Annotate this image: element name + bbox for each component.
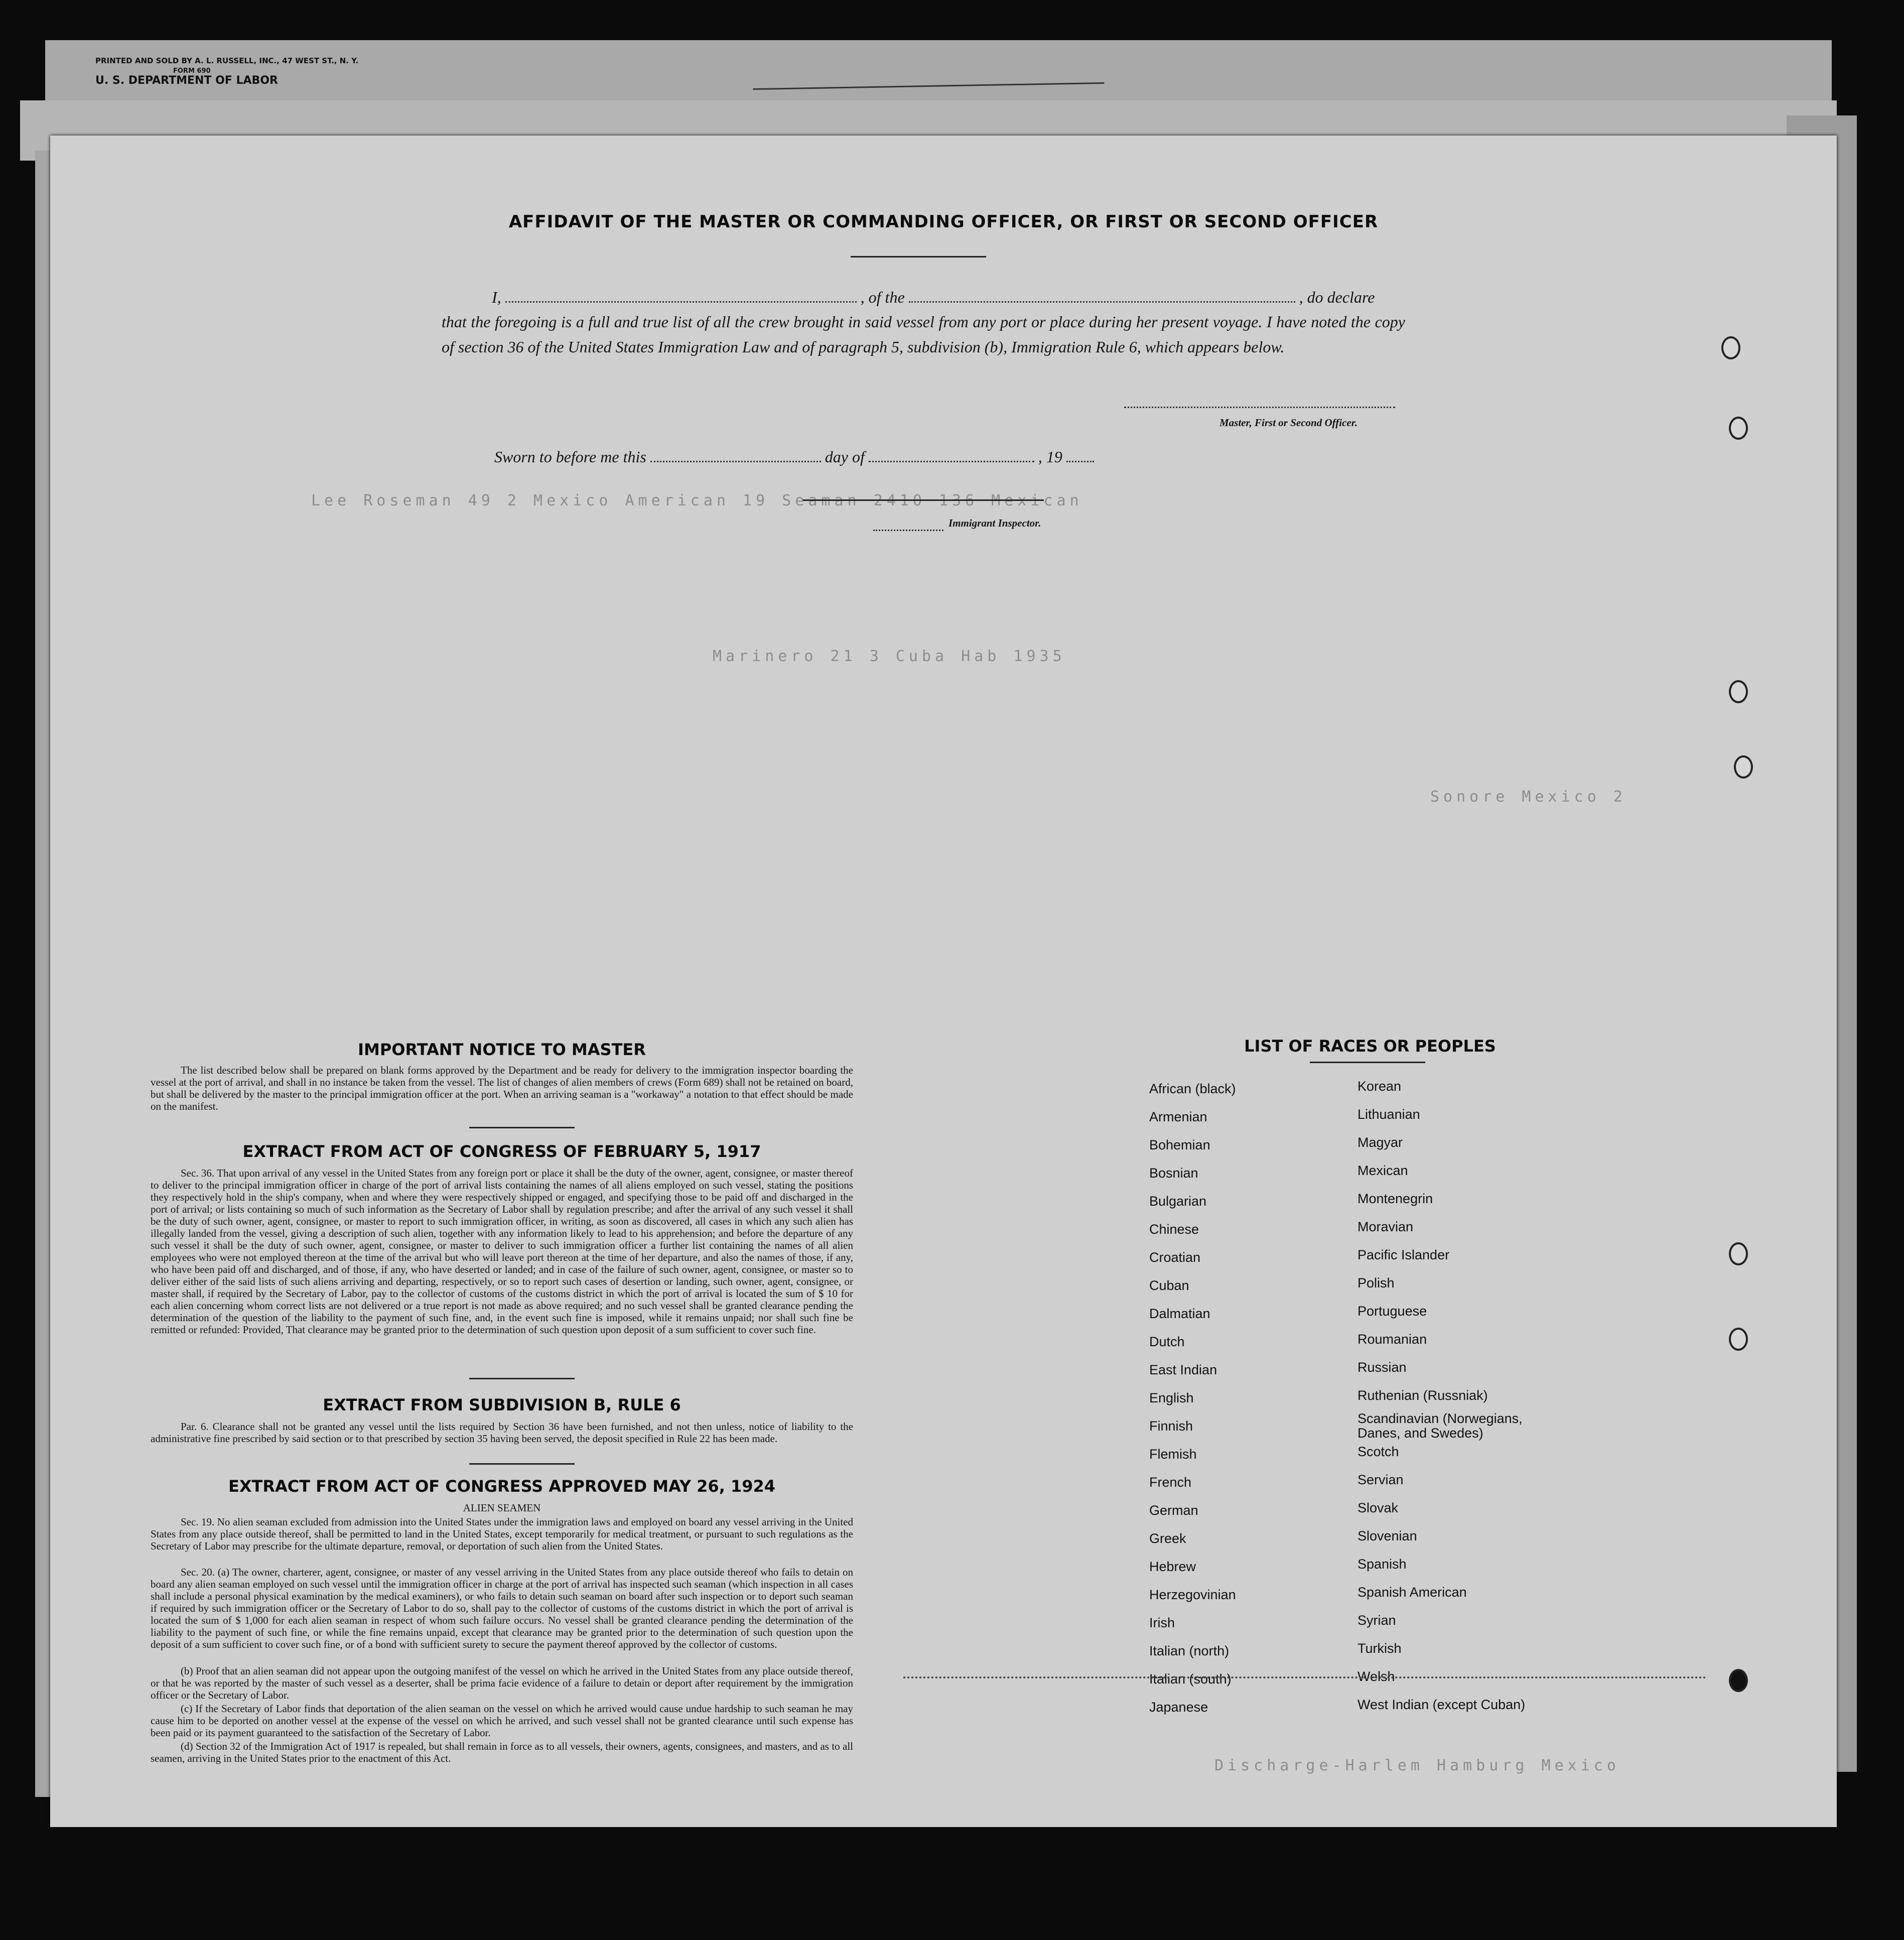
race-right-item: Polish — [1357, 1275, 1395, 1290]
race-left-item: Italian (north) — [1149, 1643, 1230, 1658]
day-field[interactable] — [650, 447, 821, 462]
race-left-item: English — [1149, 1390, 1194, 1405]
race-right-item: Ruthenian (Russniak) — [1357, 1388, 1488, 1403]
inspector-signature-line — [803, 499, 1044, 501]
punch-hole-icon — [1729, 1669, 1748, 1692]
dotted-divider — [903, 1676, 1706, 1678]
extract-1924-sec20b: (b) Proof that an alien seaman did not appear upon the outgoing manifest of the vessel on which he arrived in the United States from any place outside thereof, or that he was reported by the master of such vessel as a deserter, shall be prima facie evidence of a failure to detain or deport after requirement by the immigration officer or the Secretary of Labor. — [151, 1665, 853, 1701]
extract-1924-subtitle: ALIEN SEAMEN — [463, 1502, 541, 1514]
race-right-item: Portuguese — [1357, 1304, 1427, 1319]
extract-1917-rule — [469, 1378, 575, 1379]
extract-1924-sec20d: (d) Section 32 of the Immigration Act of 1917 is repealed, but shall remain in force as to all vessels, their owners, agents, consignees, and masters, and as to all seamen, arriving in the United States prior to the enactment of this Act. — [151, 1740, 853, 1764]
of-the-label: , of the — [860, 288, 905, 306]
year-field[interactable] — [1066, 447, 1094, 462]
do-declare-label: , do declare — [1299, 288, 1375, 306]
day-of-label: day of — [825, 448, 865, 466]
declaration-line — [492, 287, 1375, 307]
race-right-item: Scandinavian (Norwegians, Danes, and Swedes) — [1357, 1411, 1523, 1441]
race-left-item: German — [1149, 1503, 1198, 1518]
race-right-item: Turkish — [1357, 1641, 1402, 1656]
declaration-body: that the foregoing is a full and true list of all the crew brought in said vessel from any port or place during her present voyage. I have noted the copy of section 36 of the United States Immigration Law and of paragraph 5, subdivision (b), Immigration Rule 6, which appears below. — [442, 313, 1405, 356]
i-label: I, — [492, 288, 501, 306]
race-right-item: Spanish — [1357, 1557, 1407, 1572]
race-left-item: Armenian — [1149, 1109, 1207, 1124]
punch-hole-icon — [1729, 680, 1748, 703]
race-left-item: Bohemian — [1149, 1137, 1210, 1152]
race-left-item: Chinese — [1149, 1222, 1199, 1237]
notice-text: The list described below shall be prepared on blank forms approved by the Department and be ready for delivery to the immigration inspector boarding the vessel at the port of arrival, and shall in no instance be taken from the vessel. The list of changes of alien members of crews (Form 689) shall not be retained on board, but shall be delivered by the master to the principal immigration officer at the port. When an arriving seaman is a "workaway" a notation to that effect should be made on the manifest. — [151, 1064, 853, 1112]
notice-title: IMPORTANT NOTICE TO MASTER — [358, 1040, 646, 1059]
sworn-line — [494, 447, 1094, 466]
form-number: FORM 690 — [173, 67, 211, 75]
race-left-item: Hebrew — [1149, 1559, 1196, 1574]
race-left-item: Greek — [1149, 1531, 1186, 1546]
punch-hole-icon — [1729, 1242, 1748, 1265]
race-right-item: Slovak — [1357, 1500, 1399, 1515]
race-right-item: Spanish American — [1357, 1585, 1467, 1600]
race-right-item: Scotch — [1357, 1444, 1399, 1459]
race-right-item: Montenegrin — [1357, 1191, 1433, 1206]
inspector-label: Immigrant Inspector. — [948, 517, 1041, 529]
punch-hole-icon — [1729, 417, 1748, 440]
show-through-text: Sonore Mexico 2 — [1430, 788, 1626, 806]
month-field[interactable] — [869, 447, 1034, 462]
show-through-text: Lee Roseman 49 2 Mexico American 19 Seaman 2410 136 Mexican — [311, 492, 1083, 509]
name-field[interactable] — [505, 287, 857, 303]
race-left-item: Finnish — [1149, 1418, 1193, 1434]
show-through-text: Discharge-Harlem Hamburg Mexico — [1214, 1757, 1620, 1774]
punch-hole-icon — [1734, 755, 1753, 779]
race-left-item: Croatian — [1149, 1250, 1201, 1265]
year-label: , 19 — [1038, 448, 1062, 466]
master-signature-line — [1124, 407, 1395, 408]
race-left-item: Bulgarian — [1149, 1194, 1207, 1209]
race-left-item: Dalmatian — [1149, 1306, 1210, 1321]
department-header: U. S. DEPARTMENT OF LABOR — [95, 74, 278, 87]
affidavit-title: AFFIDAVIT OF THE MASTER OR COMMANDING OFFICER, OR FIRST OR SECOND OFFICER — [508, 212, 1379, 232]
extract-1917-text: Sec. 36. That upon arrival of any vessel in the United States from any foreign port or place it shall be the duty of the owner, agent, consignee, or master thereof to deliver to the principal immigration officer in charge of the port of arrival lists containing the names of all aliens employed on such vessel, stating the positions they respectively hold in the ship's company, when and where they were respectively shipped or engaged, and specifying those to be paid off and discharged in the port of arrival; or lists containing so much of such information as the Secretary of Labor shall by regulation prescribe; and after the arrival of any such vessel it shall be the duty of such owner, agent, consignee, or master to report to such immigration officer, in writing, as soon as discovered, all cases in which any such alien has illegally landed from the vessel, giving a description of such alien, together with any information likely to lead to his apprehension; and before the departure of any such vessel it shall be the duty of such owner, agent, consignee, or master to deliver to such immigration officer a further list containing the names of all alien employees who were not employed thereon at the time of the arrival but who will leave port thereon at the time of her departure, and also the names of those, if any, who have been paid off and discharged, and of those, if any, who have deserted or landed; and in case of the failure of such owner, agent, consignee, or master so to deliver either of the said lists of such aliens arriving and departing, respectively, or so to report such cases of desertion or landing, such owner, agent, consignee, or master shall, if required by the Secretary of Labor, pay to the collector of customs of the customs district in which the port of arrival is located the sum of $ 10 for each alien concerning whom correct lists are not delivered or a true report is not made as above required; and no such vessel shall be granted clearance pending the determination of the question of the liability to the payment of such fine, and, in the event such fine is imposed, while it remains unpaid; nor shall such fine be remitted or refunded: Provided, That clearance may be granted prior to the determination of such question upon deposit of a sum sufficient to cover such fine. — [151, 1167, 853, 1336]
punch-hole-icon — [1729, 1328, 1748, 1351]
extract-rule6-title: EXTRACT FROM SUBDIVISION B, RULE 6 — [323, 1395, 681, 1414]
notice-rule — [469, 1127, 575, 1128]
race-right-item: Moravian — [1357, 1219, 1414, 1234]
race-right-item: Lithuanian — [1357, 1107, 1420, 1122]
extract-1924-title: EXTRACT FROM ACT OF CONGRESS APPROVED MAY 26, 1924 — [228, 1477, 776, 1496]
race-right-item: Slovenian — [1357, 1528, 1417, 1543]
extract-1924-sec20a: Sec. 20. (a) The owner, charterer, agent, consignee, or master of any vessel arriving in the United States from any place outside thereof who fails to detain on board any alien seaman employed on such vessel until the immigration officer in charge at the port of arrival has inspected such seaman (which inspection in all cases shall include a personal physical examination by the medical examiners), or who fails to detain such seaman on board after such inspection or to deport such seaman if required by such immigration officer or the Secretary of Labor to do so, shall pay to the collector of customs of the customs district in which the port of arrival is located the sum of $ 1,000 for each alien seaman in respect of whom such failure occurs. No vessel shall be granted clearance pending the determination of the liability to the payment of such fine, or while the fine remains unpaid, except that clearance may be granted prior to the determination of such question upon the deposit of a sum sufficient to cover such fine, or of a bond with sufficient surety to secure the payment thereof approved by the collector of customs. — [151, 1566, 853, 1650]
races-rule — [1310, 1062, 1425, 1063]
master-label: Master, First or Second Officer. — [1219, 417, 1357, 429]
race-left-item: French — [1149, 1475, 1192, 1490]
race-left-item: Bosnian — [1149, 1166, 1198, 1181]
punch-hole-icon — [1721, 336, 1740, 359]
printer-line: PRINTED AND SOLD BY A. L. RUSSELL, INC., 47 WEST ST., N. Y. — [95, 56, 359, 65]
race-right-item: Magyar — [1357, 1135, 1403, 1150]
race-left-item: Irish — [1149, 1615, 1175, 1630]
sworn-label: Sworn to before me this — [494, 448, 646, 466]
race-right-item: Syrian — [1357, 1613, 1396, 1628]
race-left-item: African (black) — [1149, 1081, 1236, 1096]
race-left-item: East Indian — [1149, 1362, 1217, 1377]
race-left-item: Cuban — [1149, 1278, 1189, 1293]
extract-rule6-rule — [469, 1463, 575, 1465]
race-right-item: Korean — [1357, 1079, 1402, 1094]
races-title: LIST OF RACES OR PEOPLES — [1244, 1037, 1496, 1056]
race-right-item: Servian — [1357, 1472, 1404, 1487]
race-right-item: Welsh — [1357, 1669, 1395, 1684]
extract-rule6-text: Par. 6. Clearance shall not be granted any vessel until the lists required by Section 36 have been furnished, and not then unless, notice of liability to the administrative fine prescribed by said section or to that prescribed by section 35 having been served, the deposit specified in Rule 22 has been made. — [151, 1420, 853, 1445]
affidavit-page — [50, 136, 1837, 1827]
title-rule — [851, 256, 986, 257]
vessel-field[interactable] — [909, 287, 1295, 303]
extract-1924-sec19: Sec. 19. No alien seaman excluded from admission into the United States under the immigration laws and employed on board any vessel arriving in the United States from any place outside thereof, shall be permitted to land in the United States, except temporarily for medical treatment, or pursuant to such regulations as the Secretary of Labor may prescribe for the ultimate departure, removal, or deportation of such alien from the United States. — [151, 1516, 853, 1552]
extract-1924-sec20c: (c) If the Secretary of Labor finds that deportation of the alien seaman on the vessel on which he arrived would cause undue hardship to such seaman he may cause him to be deported on another vessel at the expense of the vessel on which he arrived, and such vessel shall not be granted clearance until such expense has been paid or its payment guaranteed to the satisfaction of the Secretary of Labor. — [151, 1703, 853, 1739]
race-right-item: West Indian (except Cuban) — [1357, 1697, 1526, 1712]
show-through-text: Marinero 21 3 Cuba Hab 1935 — [713, 648, 1066, 665]
race-left-item: Herzegovinian — [1149, 1587, 1236, 1602]
race-left-item: Flemish — [1149, 1447, 1197, 1462]
inspector-dots — [873, 530, 943, 531]
race-left-item: Japanese — [1149, 1700, 1208, 1715]
race-right-item: Russian — [1357, 1360, 1407, 1375]
extract-1917-title: EXTRACT FROM ACT OF CONGRESS OF FEBRUARY 5, 1917 — [242, 1142, 761, 1161]
race-right-item: Mexican — [1357, 1163, 1408, 1178]
race-left-item: Italian (south) — [1149, 1671, 1232, 1687]
race-left-item: Dutch — [1149, 1334, 1185, 1349]
race-right-item: Pacific Islander — [1357, 1247, 1450, 1262]
race-right-item: Roumanian — [1357, 1332, 1427, 1347]
